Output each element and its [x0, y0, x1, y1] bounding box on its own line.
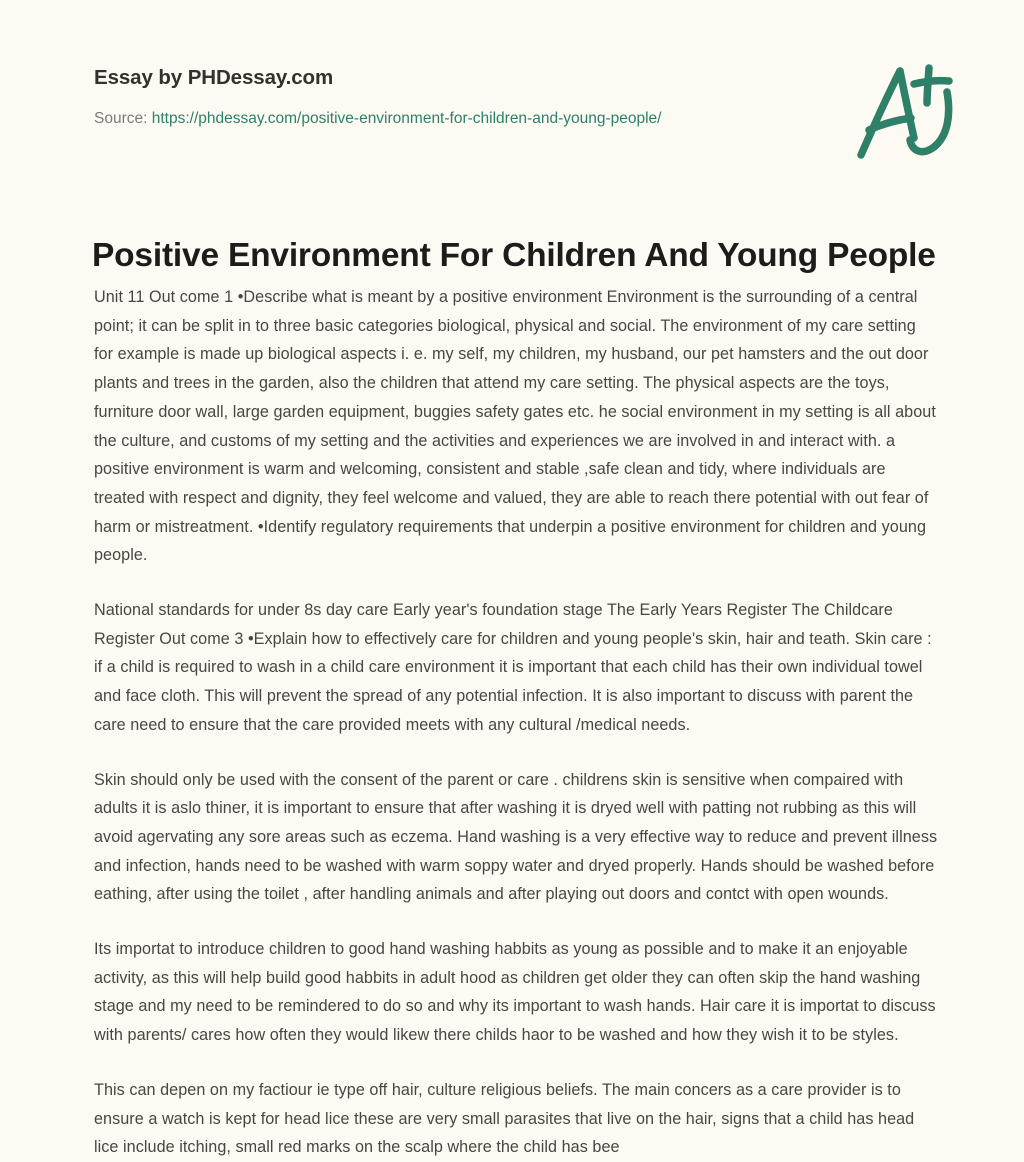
paragraph: Unit 11 Out come 1 •Describe what is meant by a positive environment Environment is the surrounding of a central point; it can be split in to three basic categories biological, physical and social. The environment of my care setting for example is made up biological aspects i. e. my self, my children, my husband, our pet hamsters and the out door plants and trees in the garden, also the children that attend my care setting. The physical aspects are the toys, furniture door wall, large garden equipment, buggies safety gates etc. he social environment in my setting is all about the culture, and customs of my setting and the activities and experiences we are involved in and interact with. a positive environment is warm and welcoming, consistent and stable ,safe clean and tidy, where individuals are treated with respect and dignity, they feel welcome and valued, they are able to reach there potential with out fear of harm or mistreatment. •Identify regulatory requirements that underpin a positive environment for children and young people.	[94, 288, 936, 565]
source-line	[94, 109, 794, 129]
source-url-link[interactable]: https://phdessay.com/positive-environment-for-children-and-young-people/	[151, 109, 662, 127]
paragraph: Its importat to introduce children to good hand washing habbits as young as possible and to make it an enjoyable activity, as this will help build good habbits in adult hood as children get older they can often skip the hand washing stage and my need to be remindered to do so and why its important to wash hands. Hair care it is importat to discuss with parents/ cares how often they would likew there childs haor to be washed and how they wish it to be styles.	[94, 940, 936, 1045]
brand-title: Essay by PHDessay.com	[94, 66, 334, 89]
aplus-logo	[848, 54, 966, 166]
page-title: Positive Environment For Children And Young People	[92, 237, 936, 275]
source-label: Source:	[94, 109, 148, 127]
essay-body	[94, 283, 939, 1162]
aplus-logo-icon	[848, 54, 966, 166]
paragraph: Skin should only be used with the consent of the parent or care . childrens skin is sensitive when compaired with adults it is aslo thiner, it is important to ensure that after washing it is dryed well with patting not rubbing as this will avoid agervating any sore areas such as eczema. Hand washing is a very effective way to reduce and prevent illness and infection, hands need to be washed with warm soppy water and dryed properly. Hands should be washed before eathing, after using the toilet , after handling animals and after playing out doors and contct with open wounds.	[94, 770, 938, 904]
page-header	[94, 66, 794, 129]
paragraph: National standards for under 8s day care Early year's foundation stage The Early Years Register The Childcare Register Out come 3 •Explain how to effectively care for children and young people's skin, hair and teath. Skin care : if a child is required to wash in a child care environment it is important that each child has their own individual towel and face cloth. This will prevent the spread of any potential infection. It is also important to discuss with parent the care need to ensure that the care provided meets with any cultural /medical needs.	[94, 601, 932, 734]
paragraph: This can depen on my factiour ie type off hair, culture religious beliefs. The main concers as a care provider is to ensure a watch is kept for head lice these are very small parasites that live on the hair, signs that a child has head lice include itching, small red marks on the scalp where the child has bee	[94, 1080, 915, 1157]
